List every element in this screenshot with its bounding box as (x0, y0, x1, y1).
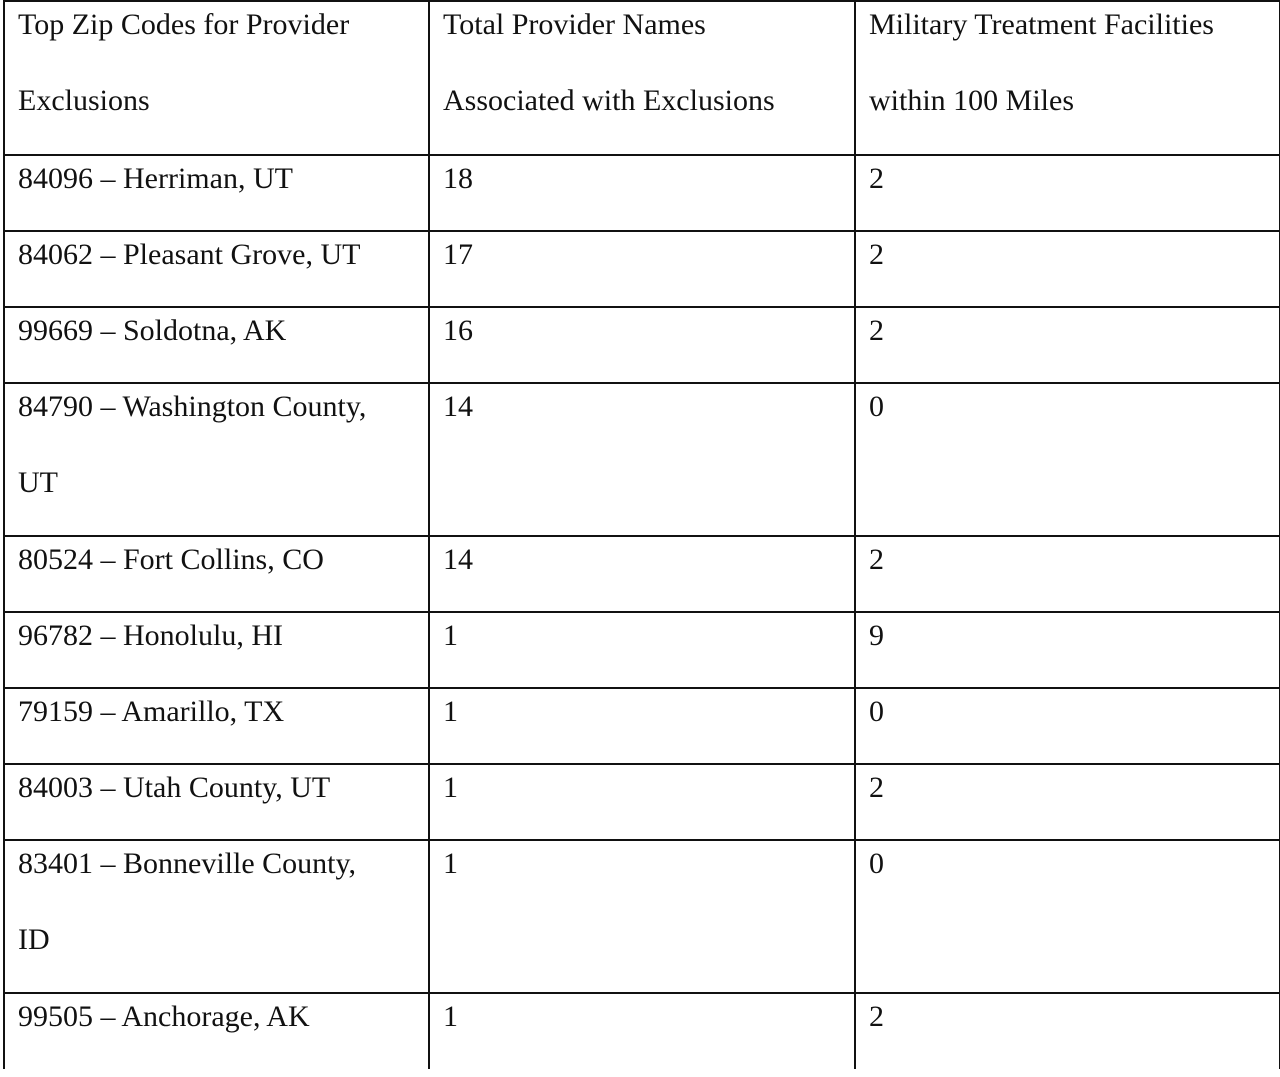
provider-count-cell (429, 840, 855, 993)
facility-count-text: 2 (869, 162, 884, 195)
zip-code-exclusions-table (3, 0, 1280, 1069)
table-row (4, 383, 1280, 536)
zip-cell-text: 83401 – Bonneville County, ID (18, 847, 357, 956)
facility-count-text: 0 (869, 695, 884, 728)
header-zip-codes (4, 1, 429, 155)
zip-cell (4, 993, 429, 1069)
provider-count-text: 14 (443, 543, 473, 576)
zip-cell-text: 96782 – Honolulu, HI (18, 619, 283, 652)
header-military-facilities (855, 1, 1280, 155)
zip-cell-text: 84062 – Pleasant Grove, UT (18, 238, 361, 271)
zip-cell (4, 383, 429, 536)
zip-cell-text: 99669 – Soldotna, AK (18, 314, 287, 347)
provider-count-text: 17 (443, 238, 473, 271)
facility-count-cell (855, 383, 1280, 536)
facility-count-text: 2 (869, 543, 884, 576)
header-provider-names-label: Total Provider Names Associated with Exclusions (443, 8, 775, 117)
provider-count-text: 1 (443, 695, 458, 728)
facility-count-text: 2 (869, 314, 884, 347)
provider-count-text: 1 (443, 771, 458, 804)
provider-count-cell (429, 993, 855, 1069)
facility-count-cell (855, 993, 1280, 1069)
zip-cell-text: 84003 – Utah County, UT (18, 771, 331, 804)
zip-cell-text: 80524 – Fort Collins, CO (18, 543, 324, 576)
header-military-facilities-label: Military Treatment Facilities within 100 Miles (869, 8, 1214, 117)
zip-cell (4, 840, 429, 993)
table-header-row (4, 1, 1280, 155)
facility-count-text: 2 (869, 771, 884, 804)
zip-cell-text: 99505 – Anchorage, AK (18, 1000, 310, 1033)
header-zip-codes-label: Top Zip Codes for Provider Exclusions (18, 8, 350, 117)
zip-cell-text: 79159 – Amarillo, TX (18, 695, 285, 728)
provider-count-text: 16 (443, 314, 473, 347)
facility-count-text: 0 (869, 847, 884, 880)
table-row (4, 840, 1280, 993)
facility-count-text: 0 (869, 390, 884, 423)
facility-count-text: 2 (869, 238, 884, 271)
facility-count-cell (855, 840, 1280, 993)
facility-count-text: 2 (869, 1000, 884, 1033)
zip-cell-text: 84096 – Herriman, UT (18, 162, 293, 195)
provider-count-text: 14 (443, 390, 473, 423)
facility-count-text: 9 (869, 619, 884, 652)
provider-count-text: 18 (443, 162, 473, 195)
table-row (4, 993, 1280, 1069)
provider-count-text: 1 (443, 847, 458, 880)
provider-count-text: 1 (443, 1000, 458, 1033)
zip-cell-text: 84790 – Washington County, UT (18, 390, 367, 499)
provider-count-cell (429, 383, 855, 536)
provider-count-text: 1 (443, 619, 458, 652)
header-provider-names (429, 1, 855, 155)
